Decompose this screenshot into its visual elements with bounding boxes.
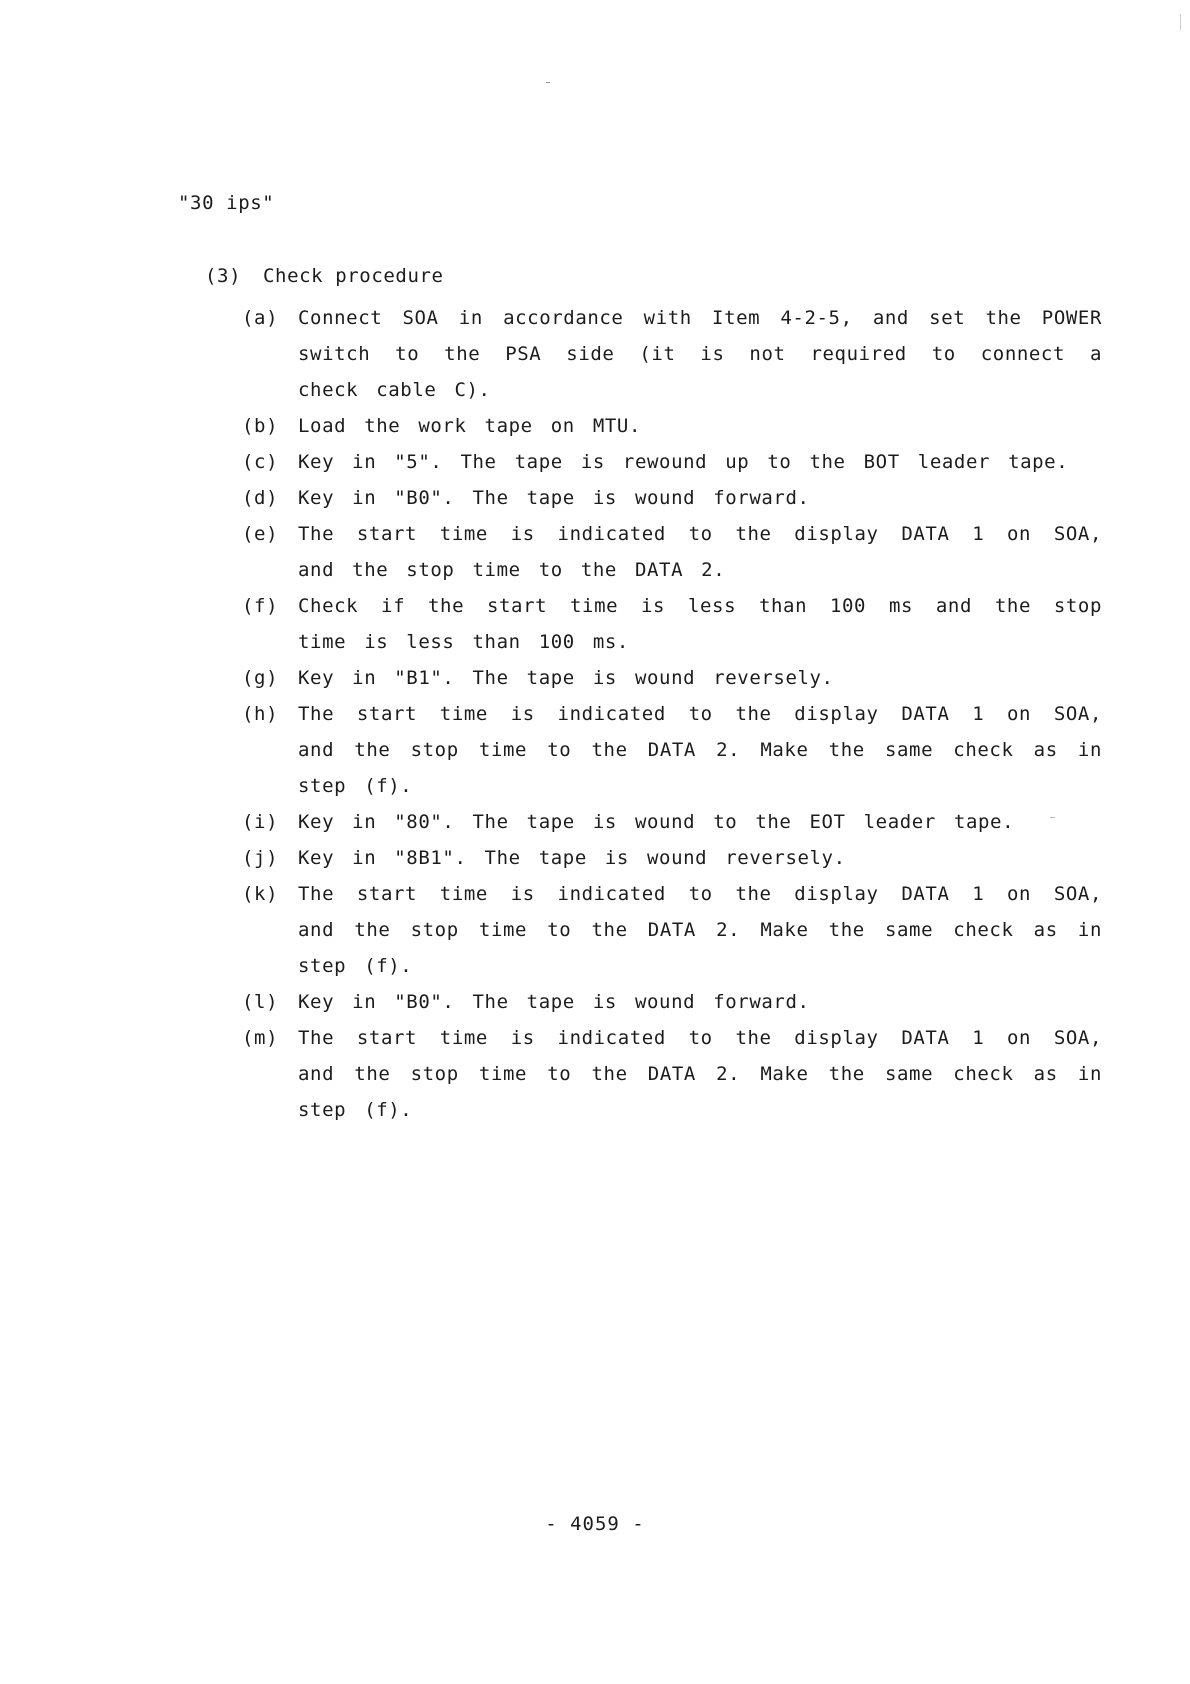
- procedure-step-c: [242, 444, 1102, 480]
- procedure-step-e: [242, 516, 1102, 588]
- step-text: Key in "80". The tape is wound to the EOT leader tape.: [298, 811, 1015, 833]
- section-heading: [205, 265, 444, 287]
- scan-edge-mark: [1180, 14, 1181, 30]
- step-marker: (b): [242, 415, 279, 437]
- procedure-step-i: [242, 804, 1102, 840]
- procedure-step-f: [242, 588, 1102, 660]
- procedure-step-g: [242, 660, 1102, 696]
- step-marker: (d): [242, 487, 279, 509]
- procedure-step-a: [242, 300, 1102, 408]
- step-text: The start time is indicated to the display DATA 1 on SOA, and the stop time to the DATA 2. Make the same check as in step (f).: [298, 1027, 1102, 1121]
- step-marker: (j): [242, 847, 279, 869]
- procedure-step-k: [242, 876, 1102, 984]
- step-text: Check if the start time is less than 100 ms and the stop time is less than 100 ms.: [298, 595, 1102, 653]
- procedure-step-m: [242, 1020, 1102, 1128]
- step-text: Key in "B0". The tape is wound forward.: [298, 991, 810, 1013]
- procedure-step-h: [242, 696, 1102, 804]
- step-text: The start time is indicated to the display DATA 1 on SOA, and the stop time to the DATA 2.: [298, 523, 1102, 581]
- step-text: The start time is indicated to the display DATA 1 on SOA, and the stop time to the DATA 2. Make the same check as in step (f).: [298, 703, 1102, 797]
- procedure-step-j: [242, 840, 1102, 876]
- step-marker: (l): [242, 991, 279, 1013]
- scan-speck: [546, 82, 550, 83]
- procedure-step-b: [242, 408, 1102, 444]
- step-marker: (c): [242, 451, 279, 473]
- section-title: Check procedure: [263, 265, 444, 287]
- step-text: Key in "5". The tape is rewound up to the BOT leader tape.: [298, 451, 1069, 473]
- step-marker: (e): [242, 523, 279, 545]
- step-text: Key in "B1". The tape is wound reversely.: [298, 667, 834, 689]
- step-marker: (f): [242, 595, 279, 617]
- step-marker: (h): [242, 703, 279, 725]
- page-number: - 4059 -: [545, 1513, 645, 1535]
- procedure-step-list: [242, 300, 1102, 1128]
- step-text: Connect SOA in accordance with Item 4-2-5, and set the POWER switch to the PSA side (it is not required to connect a check cable C).: [298, 307, 1102, 401]
- step-text: Key in "B0". The tape is wound forward.: [298, 487, 810, 509]
- step-marker: (i): [242, 811, 279, 833]
- step-marker: (k): [242, 883, 279, 905]
- step-marker: (a): [242, 307, 279, 329]
- section-number: (3): [205, 265, 242, 287]
- procedure-step-d: [242, 480, 1102, 516]
- procedure-step-l: [242, 984, 1102, 1020]
- step-text: Load the work tape on MTU.: [298, 415, 642, 437]
- step-text: The start time is indicated to the display DATA 1 on SOA, and the stop time to the DATA 2. Make the same check as in step (f).: [298, 883, 1102, 977]
- step-marker: (g): [242, 667, 279, 689]
- step-marker: (m): [242, 1027, 279, 1049]
- step-text: Key in "8B1". The tape is wound reversely.: [298, 847, 846, 869]
- page-heading: "30 ips": [178, 192, 275, 214]
